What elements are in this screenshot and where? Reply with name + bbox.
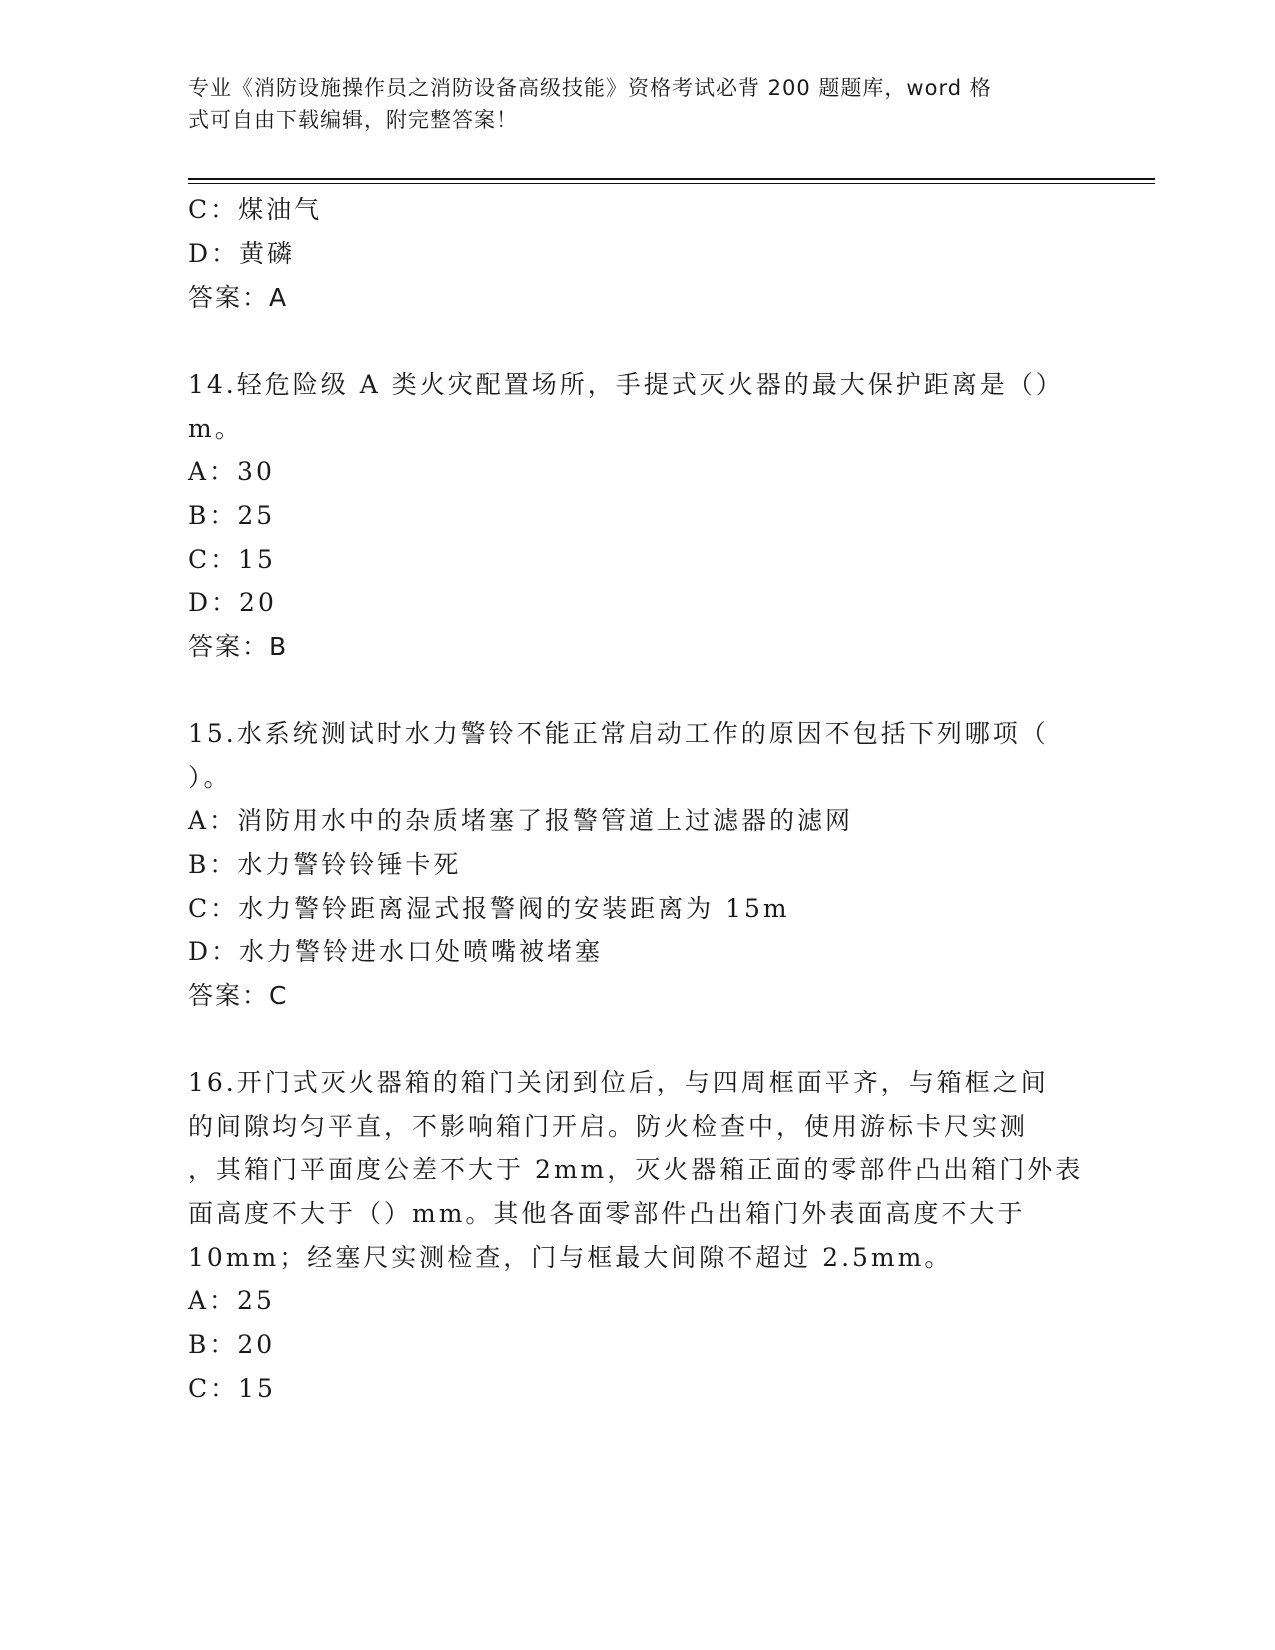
- q15-answer: 答案：C: [188, 981, 289, 1010]
- q14-stem-line-2: m。: [188, 414, 243, 443]
- header-line-2: 式可自由下载编辑，附完整答案！: [188, 108, 518, 132]
- q14-answer: 答案：B: [188, 632, 289, 661]
- q15-option-d: D：水力警铃进水口处喷嘴被堵塞: [188, 937, 604, 966]
- q16-stem-line-5: 10mm；经塞尺实测检查，门与框最大间隙不超过 2.5mm。: [188, 1243, 953, 1272]
- q15-option-b: B：水力警铃铃锤卡死: [188, 850, 462, 879]
- q13-option-c: C：煤油气: [188, 195, 323, 224]
- q16-stem-line-3: ，其箱门平面度公差不大于 2mm，灭火器箱正面的零部件凸出箱门外表: [188, 1155, 1084, 1184]
- q14-option-a: A：30: [188, 457, 275, 486]
- q13-answer: 答案：A: [188, 283, 289, 312]
- header-divider-thin: [188, 183, 1155, 184]
- q15-stem-line-1: 15.水系统测试时水力警铃不能正常启动工作的原因不包括下列哪项（: [188, 719, 1049, 748]
- q16-stem-line-1: 16.开门式灭火器箱的箱门关闭到位后，与四周框面平齐，与箱框之间: [188, 1068, 1049, 1097]
- q16-stem-line-4: 面高度不大于（）mm。其他各面零部件凸出箱门外表面高度不大于: [188, 1199, 1026, 1228]
- document-header: [188, 72, 1088, 136]
- q16-stem-line-2: 的间隙均匀平直，不影响箱门开启。防火检查中，使用游标卡尺实测: [188, 1112, 1029, 1141]
- header-divider-thick: [188, 178, 1155, 180]
- header-line-1: 专业《消防设施操作员之消防设备高级技能》资格考试必背 200 题题库，word 格: [188, 76, 992, 100]
- q14-option-c: C：15: [188, 545, 276, 574]
- q15-stem-line-2: ）。: [188, 763, 232, 792]
- q16-option-b: B：20: [188, 1330, 276, 1359]
- q15-option-c: C：水力警铃距离湿式报警阀的安装距离为 15m: [188, 894, 790, 923]
- q16-option-a: A：25: [188, 1286, 275, 1315]
- q13-option-d: D：黄磷: [188, 239, 296, 268]
- q14-option-b: B：25: [188, 501, 276, 530]
- q14-stem-line-1: 14.轻危险级 A 类火灾配置场所，手提式灭火器的最大保护距离是（）: [188, 370, 1064, 399]
- q14-option-d: D：20: [188, 588, 277, 617]
- q15-option-a: A：消防用水中的杂质堵塞了报警管道上过滤器的滤网: [188, 806, 854, 835]
- q16-option-c: C：15: [188, 1374, 276, 1403]
